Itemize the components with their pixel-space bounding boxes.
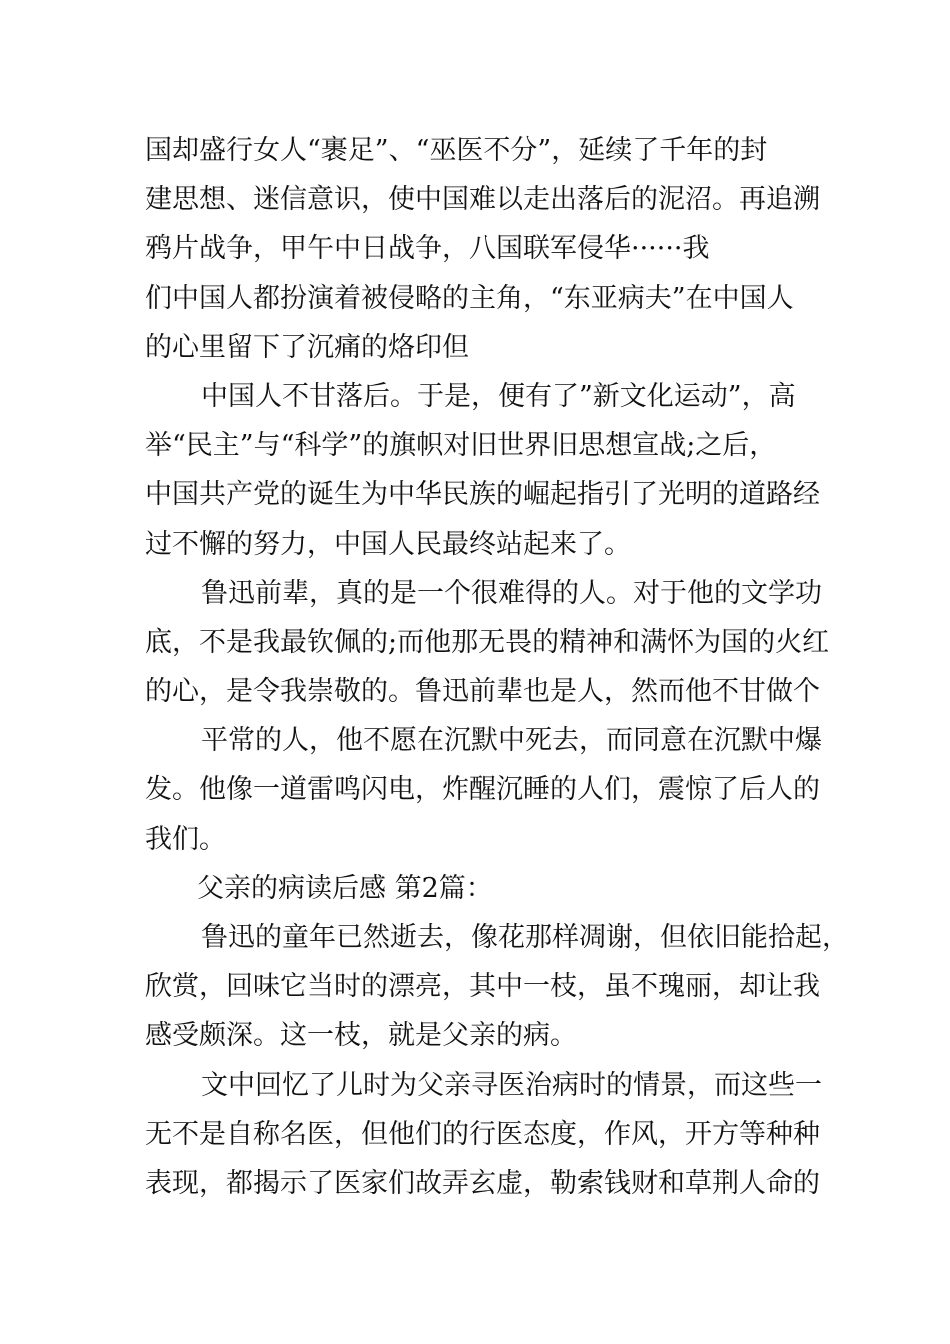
text-line: 举“民主”与“科学”的旗帜对旧世界旧思想宣战;之后， [145, 430, 777, 462]
text-line: 国却盛行女人“裹足”、“巫医不分”，延续了千年的封 [145, 135, 768, 166]
text-line: 我们。 [145, 823, 226, 855]
text-line: 鲁迅前辈，真的是一个很难得的人。对于他的文学功 [201, 577, 822, 609]
text-line: 无不是自称名医，但他们的行医态度，作风，开方等种种 [145, 1118, 820, 1150]
text-line: 感受颇深。这一枝，就是父亲的病。 [145, 1020, 577, 1052]
document-body [145, 126, 849, 1208]
text-line: 的心，是令我崇敬的。鲁迅前辈也是人，然而他不甘做个 [145, 676, 820, 708]
text-line: 们中国人都扮演着被侵略的主角，“东亚病夫”在中国人 [145, 282, 794, 314]
text-line: 中国共产党的诞生为中华民族的崛起指引了光明的道路经 [145, 479, 820, 511]
text-line: 平常的人，他不愿在沉默中死去，而同意在沉默中爆 [201, 725, 822, 757]
text-line: 鸦片战争，甲午中日战争，八国联军侵华······我 [145, 233, 710, 265]
text-line: 鲁迅的童年已然逝去，像花那样凋谢，但依旧能拾起， [201, 922, 849, 953]
text-line: 文中回忆了儿时为父亲寻医治病时的情景，而这些一 [201, 1069, 822, 1101]
text-line: 中国人不甘落后。于是，便有了”新文化运动”，高 [201, 380, 796, 412]
text-line: 表现，都揭示了医家们故弄玄虚，勒索钱财和草荆人命的 [145, 1167, 820, 1199]
text-line: 欣赏，回味它当时的漂亮，其中一枝，虽不瑰丽，却让我 [145, 971, 820, 1003]
text-line: 过不懈的努力，中国人民最终站起来了。 [145, 528, 631, 560]
text-line: 的心里留下了沉痛的烙印但 [145, 331, 469, 363]
text-line: 底，不是我最钦佩的;而他那无畏的精神和满怀为国的火红 [145, 626, 830, 658]
section-heading: 父亲的病读后感 第2篇： [197, 872, 493, 904]
text-line: 发。他像一道雷鸣闪电，炸醒沉睡的人们，震惊了后人的 [145, 774, 820, 806]
text-line: 建思想、迷信意识，使中国难以走出落后的泥沼。再追溯 [145, 184, 820, 216]
